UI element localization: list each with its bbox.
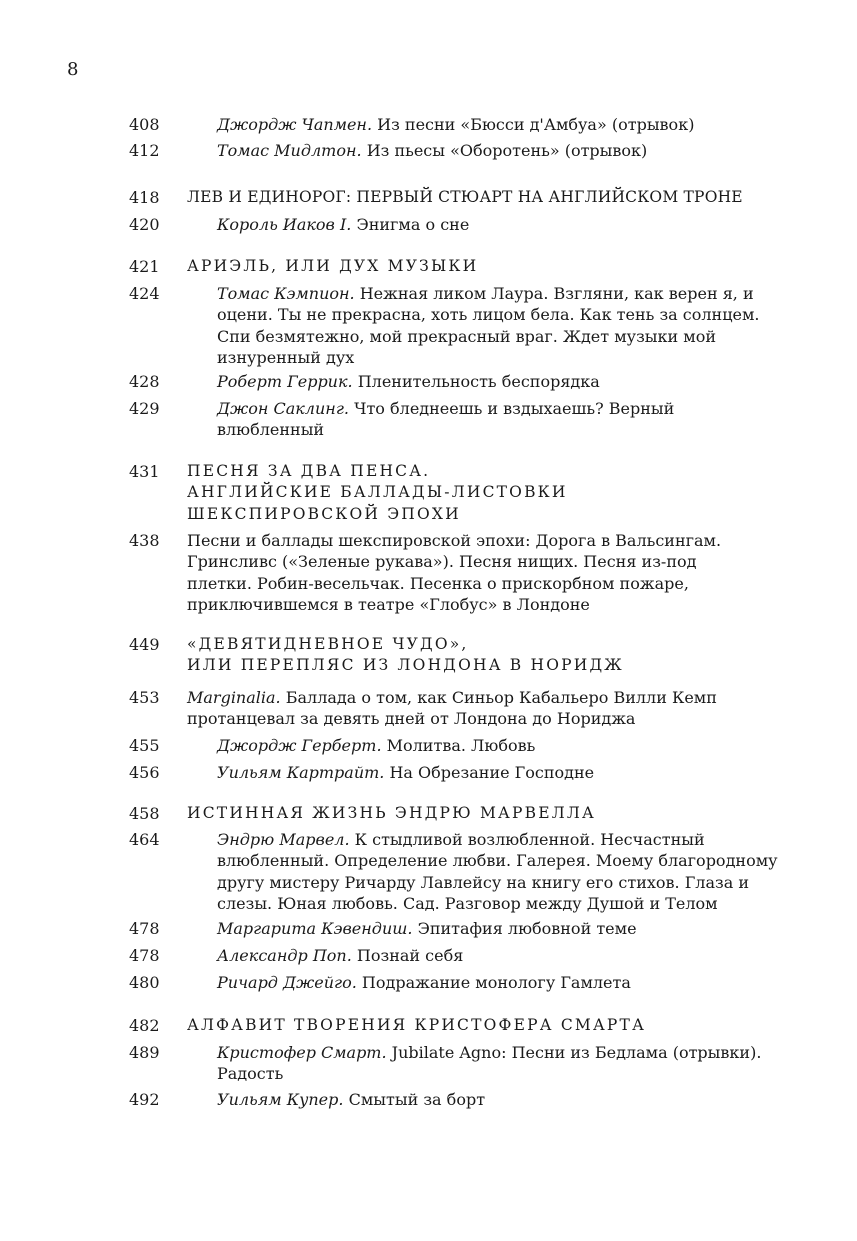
toc-heading-line: ПЕСНЯ ЗА ДВА ПЕНСА. [187, 462, 431, 480]
toc-title-line: Спи безмятежно, мой прекрасный враг. Ждет музыки мой [217, 326, 717, 346]
toc-entry-text [217, 918, 765, 939]
toc-entry-text [187, 687, 765, 730]
toc-author: Кристофер Смарт. [217, 1043, 387, 1062]
toc-author: Джордж Чапмен. [217, 115, 373, 134]
toc-page-number: 431 [129, 462, 160, 481]
toc-entry-text [187, 530, 765, 615]
toc-page-number: 429 [129, 399, 160, 418]
toc-page-number: 438 [129, 531, 160, 550]
toc-heading-line: «ДЕВЯТИДНЕВНОЕ ЧУДО», [187, 635, 469, 653]
toc-author: Джон Саклинг. [217, 399, 349, 418]
toc-page-number: 482 [129, 1016, 160, 1035]
toc-entry-text [217, 829, 778, 914]
toc-entry-text [217, 140, 765, 161]
toc-section-heading [187, 634, 765, 677]
toc-title: Энигма о сне [351, 215, 470, 234]
toc-title-line: Что бледнеешь и вздыхаешь? Верный [349, 399, 675, 418]
toc-title-line: другу мистеру Ричарду Лавлейсу на книгу его стихов. Глаза и [217, 872, 750, 892]
toc-title: Молитва. Любовь [381, 736, 536, 755]
toc-title-line: плетки. Робин-весельчак. Песенка о прискорбном пожаре, [187, 573, 689, 593]
toc-title: Из пьесы «Оборотень» (отрывок) [361, 141, 648, 160]
toc-page-number: 421 [129, 257, 160, 276]
toc-section-heading: АРИЭЛЬ, ИЛИ ДУХ МУЗЫКИ [187, 257, 479, 275]
toc-page-number: 449 [129, 635, 160, 654]
toc-entry-text [217, 398, 765, 441]
toc-author: Marginalia. [187, 688, 281, 707]
toc-page-number: 478 [129, 919, 160, 938]
toc-entry-text [217, 735, 765, 756]
toc-title-line: Jubilate Agno: Песни из Бедлама (отрывки). [386, 1043, 762, 1062]
toc-title: На Обрезание Господне [384, 763, 595, 782]
toc-page-number: 408 [129, 115, 160, 134]
toc-title-line: Нежная ликом Лаура. Взгляни, как верен я, и [354, 284, 754, 303]
toc-section-heading [187, 461, 765, 525]
toc-title-line: Радость [217, 1064, 284, 1084]
toc-heading-line: АНГЛИЙСКИЕ БАЛЛАДЫ-ЛИСТОВКИ [187, 483, 568, 502]
toc-heading-line: ИЛИ ПЕРЕПЛЯС ИЗ ЛОНДОНА В НОРИДЖ [187, 656, 624, 675]
toc-entry-text [217, 114, 765, 135]
toc-entry-text [217, 1089, 765, 1110]
toc-page-number: 412 [129, 141, 160, 160]
toc-page-number: 492 [129, 1090, 160, 1109]
toc-title: Пленительность беспорядка [352, 372, 600, 391]
toc-title-line: влюбленный. Определение любви. Галерея. Моему благородному [217, 851, 778, 871]
toc-entry-text [217, 283, 765, 368]
toc-page-number: 458 [129, 804, 160, 823]
toc-author: Томас Кэмпион. [217, 284, 355, 303]
toc-author: Ричард Джейго. [217, 973, 357, 992]
toc-page-number: 478 [129, 946, 160, 965]
toc-entry-text [217, 762, 765, 783]
toc-author: Роберт Геррик. [217, 372, 353, 391]
toc-title-line: изнуренный дух [217, 347, 355, 367]
toc-page-number: 489 [129, 1043, 160, 1062]
toc-page-number: 424 [129, 284, 160, 303]
toc-entry-text [217, 371, 765, 392]
toc-page-number: 455 [129, 736, 160, 755]
toc-title: Из песни «Бюсси д'Амбуа» (отрывок) [372, 115, 695, 134]
page-number: 8 [67, 59, 79, 80]
toc-page-number: 418 [129, 188, 160, 207]
toc-page-number: 464 [129, 830, 160, 849]
toc-author: Уильям Купер. [217, 1090, 344, 1109]
toc-author: Джордж Герберт. [217, 736, 382, 755]
toc-title-line: приключившемся в театре «Глобус» в Лондоне [187, 594, 590, 614]
toc-title: Смытый за борт [343, 1090, 486, 1109]
toc-title-line: влюбленный [217, 420, 325, 440]
toc-author: Томас Мидлтон. [217, 141, 362, 160]
toc-heading-line: ШЕКСПИРОВСКОЙ ЭПОХИ [187, 504, 461, 523]
toc-title-line: слезы. Юная любовь. Сад. Разговор между Душой и Телом [217, 893, 718, 913]
toc-entry-text [217, 214, 765, 235]
toc-author: Король Иаков I. [217, 215, 352, 234]
toc-page-number: 480 [129, 973, 160, 992]
toc-author: Маргарита Кэвендиш. [217, 919, 413, 938]
toc-title: Эпитафия любовной теме [412, 919, 637, 938]
toc-section-heading: ЛЕВ И ЕДИНОРОГ: ПЕРВЫЙ СТЮАРТ НА АНГЛИЙСКОМ ТРОНЕ [187, 188, 743, 206]
toc-entry-text [217, 972, 765, 993]
toc-title-line: оцени. Ты не прекрасна, хоть лицом бела. Как тень за солнцем. [217, 305, 760, 325]
toc-title-line: К стыдливой возлюбленной. Несчастный [349, 830, 705, 849]
toc-page-number: 456 [129, 763, 160, 782]
toc-entry-text [217, 945, 765, 966]
toc-title: Познай себя [351, 946, 464, 965]
toc-title-line: протанцевал за девять дней от Лондона до Нориджа [187, 709, 636, 729]
toc-page-number: 420 [129, 215, 160, 234]
toc-title-line: Песни и баллады шекспировской эпохи: Дорога в Вальсингам. [187, 531, 722, 550]
toc-section-heading: АЛФАВИТ ТВОРЕНИЯ КРИСТОФЕРА СМАРТА [187, 1016, 647, 1034]
toc-author: Эндрю Марвел. [217, 830, 350, 849]
toc-title: Подражание монологу Гамлета [356, 973, 631, 992]
toc-title-line: Гринсливс («Зеленые рукава»). Песня нищих. Песня из-под [187, 552, 697, 572]
toc-author: Александр Поп. [217, 946, 352, 965]
toc-page-number: 428 [129, 372, 160, 391]
toc-section-heading: ИСТИННАЯ ЖИЗНЬ ЭНДРЮ МАРВЕЛЛА [187, 804, 596, 822]
toc-author: Уильям Картрайт. [217, 763, 385, 782]
toc-title-line: Баллада о том, как Синьор Кабальеро Вилли Кемп [280, 688, 717, 707]
toc-page-number: 453 [129, 688, 160, 707]
toc-entry-text [217, 1042, 765, 1085]
